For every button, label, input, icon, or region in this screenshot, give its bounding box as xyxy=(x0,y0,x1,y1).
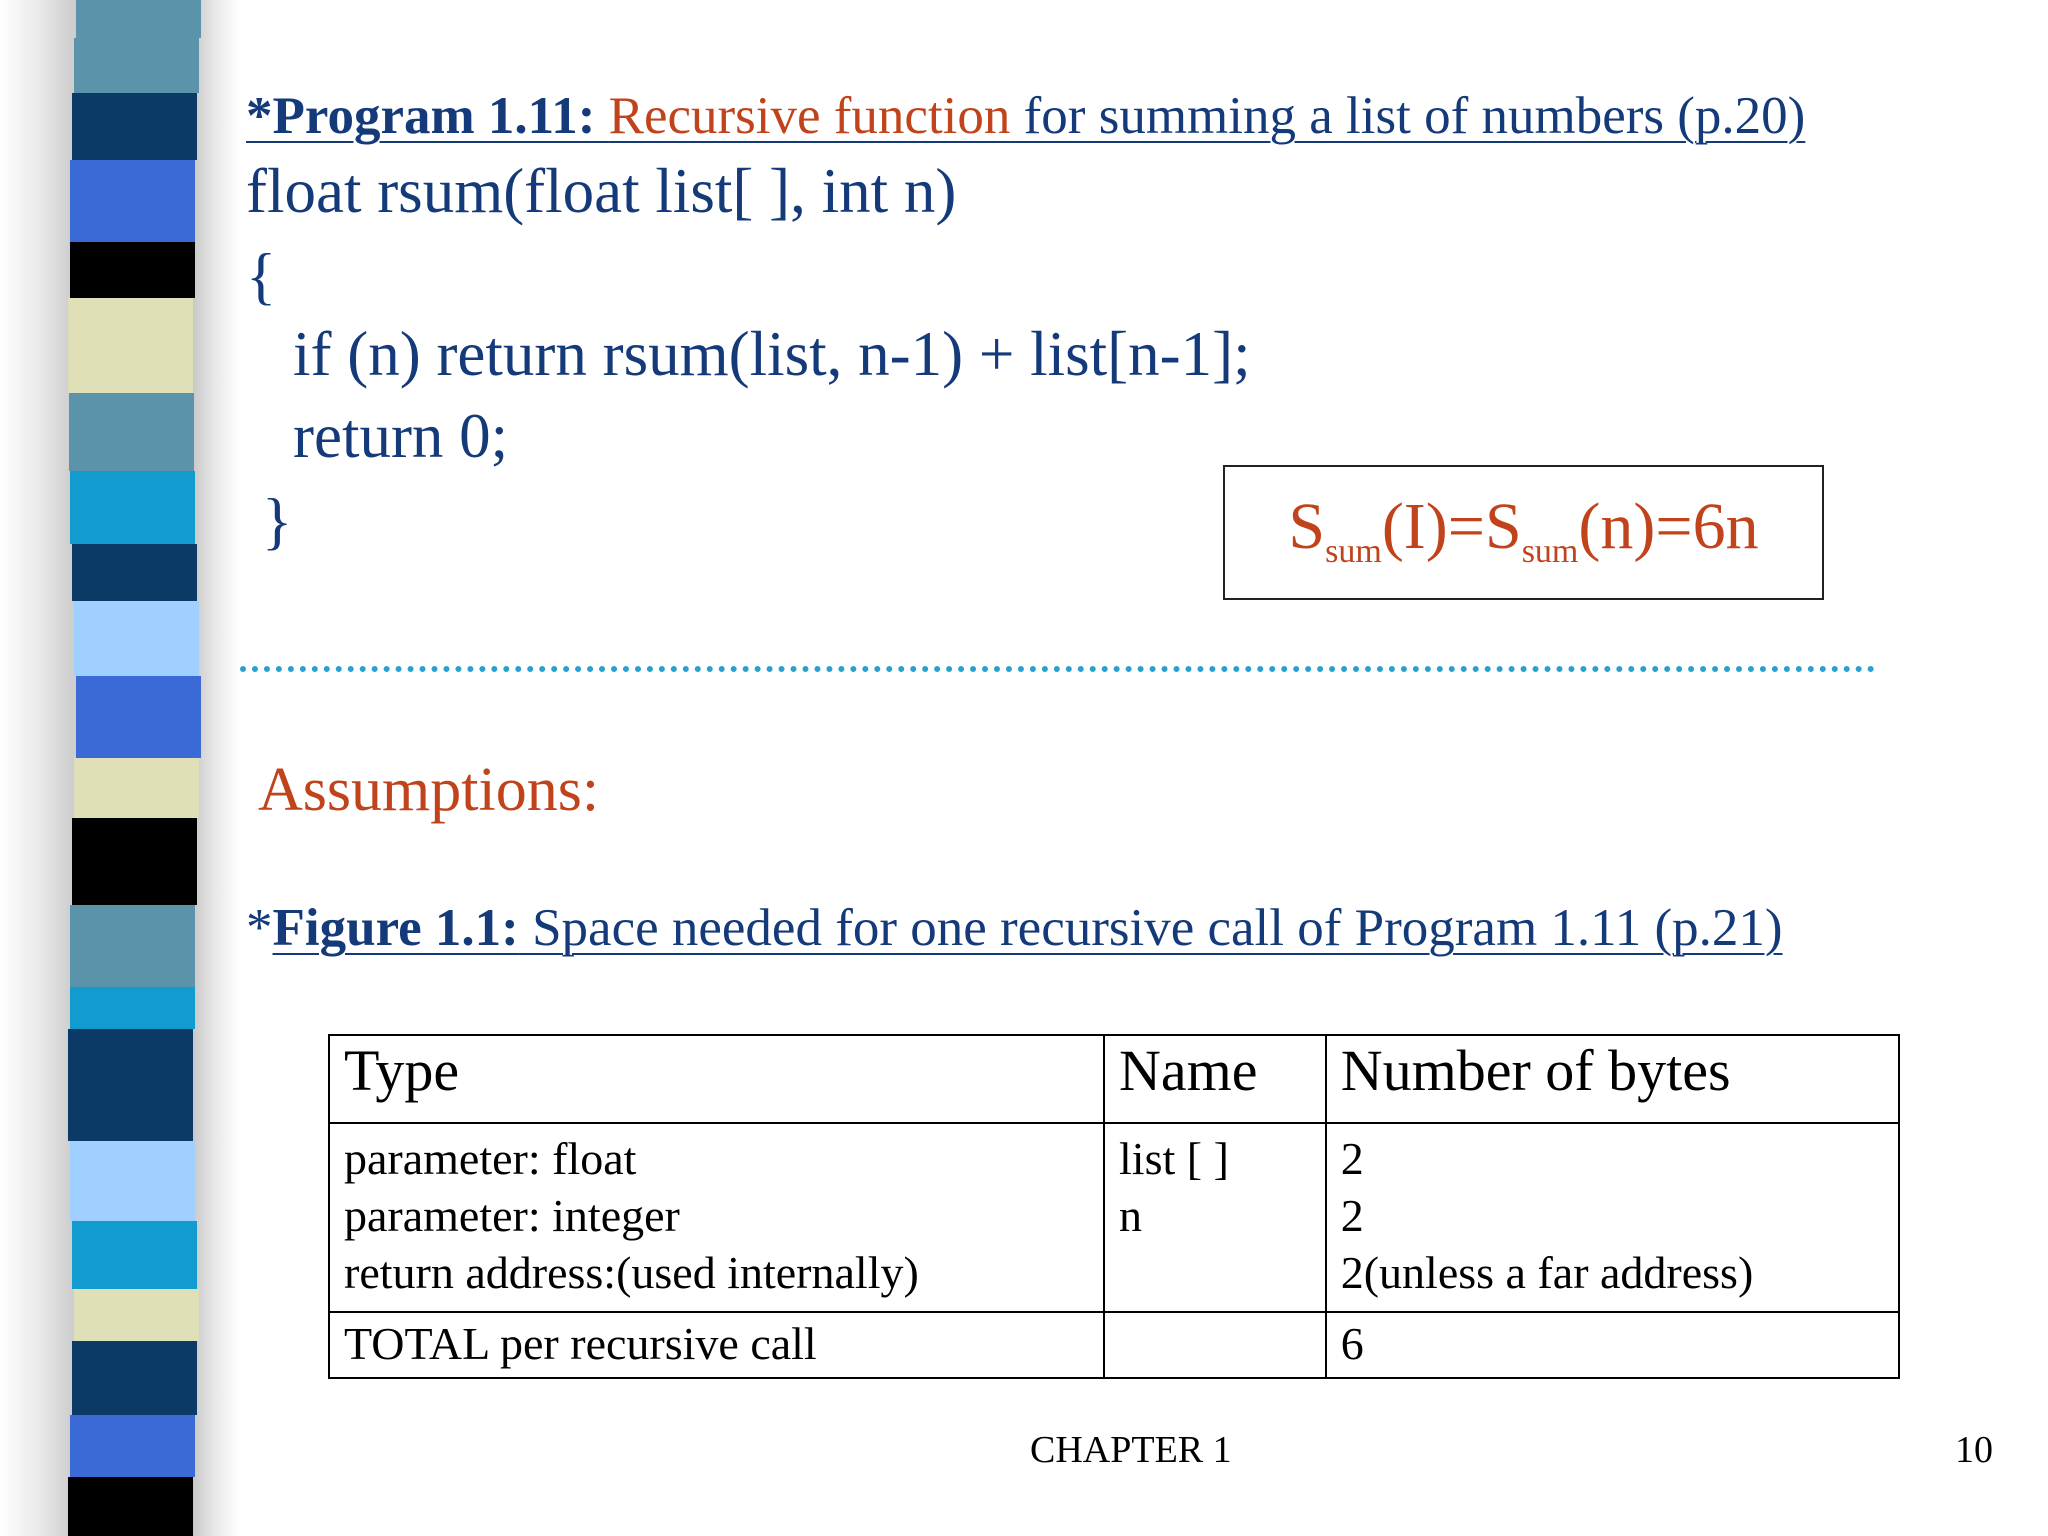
stripe-segment xyxy=(70,1141,195,1221)
stripe-segment xyxy=(68,298,193,393)
space-formula-box xyxy=(1223,465,1824,600)
stripe-segment xyxy=(69,393,194,471)
program-highlight: Recursive function xyxy=(608,87,1011,145)
space-table xyxy=(328,1034,1900,1379)
stripe-segment xyxy=(74,38,199,93)
name-list: list [ ] xyxy=(1119,1133,1229,1184)
header-bytes: Number of bytes xyxy=(1326,1035,1899,1123)
bytes-cell xyxy=(1326,1123,1899,1312)
stripe-segment xyxy=(76,0,201,38)
formula-sub2: sum xyxy=(1521,533,1579,570)
type-param-float: parameter: float xyxy=(344,1133,637,1184)
code-line-4: return 0; xyxy=(293,401,509,471)
figure-label: Figure 1.1: xyxy=(272,899,519,957)
code-line-5: } xyxy=(262,486,293,556)
bytes-return-address: 2(unless a far address) xyxy=(1340,1247,1754,1298)
figure-caption-underlined xyxy=(273,899,1783,957)
type-cell xyxy=(329,1123,1104,1312)
name-cell xyxy=(1104,1123,1326,1312)
stripe-segment xyxy=(68,1477,193,1536)
stripe-segment xyxy=(70,242,195,298)
program-description: for summing a list of numbers (p.20) xyxy=(1010,87,1806,145)
table-body-row xyxy=(329,1123,1899,1312)
stripe-segment xyxy=(70,471,195,544)
stripe-segment xyxy=(72,1221,197,1289)
footer-page-number: 10 xyxy=(1955,1429,1993,1471)
figure-star: * xyxy=(246,899,273,957)
formula-end: (n)=6n xyxy=(1578,490,1759,563)
stripe-segment xyxy=(72,544,197,601)
name-blank xyxy=(1119,1244,1311,1301)
code-line-3: if (n) return rsum(list, n-1) + list[n-1]; xyxy=(293,319,1251,389)
type-return-address: return address:(used internally) xyxy=(344,1247,919,1298)
stripe-segment xyxy=(76,676,201,758)
total-bytes: 6 xyxy=(1326,1312,1899,1378)
stripe-segment xyxy=(70,905,195,987)
total-label: TOTAL per recursive call xyxy=(329,1312,1104,1378)
program-title xyxy=(246,86,1805,146)
bytes-float: 2 xyxy=(1340,1133,1364,1184)
stripe-segment xyxy=(74,758,199,818)
stripe-segment xyxy=(70,160,195,242)
total-name xyxy=(1104,1312,1326,1378)
stripe-segment xyxy=(70,1415,195,1477)
stripe-segment xyxy=(74,1289,199,1341)
table-total-row xyxy=(329,1312,1899,1378)
figure-description: Space needed for one recursive call of Program 1.11 (p.21) xyxy=(518,899,1783,957)
code-line-2: { xyxy=(246,241,277,311)
header-type: Type xyxy=(329,1035,1104,1123)
name-n: n xyxy=(1119,1190,1143,1241)
bytes-integer: 2 xyxy=(1340,1190,1364,1241)
formula-s1: S xyxy=(1288,490,1326,563)
header-name: Name xyxy=(1104,1035,1326,1123)
stripe-segment xyxy=(72,1341,197,1415)
footer-chapter: CHAPTER 1 xyxy=(1030,1429,1232,1471)
code-line-1: float rsum(float list[ ], int n) xyxy=(246,156,957,226)
table-header-row xyxy=(329,1035,1899,1123)
type-param-integer: parameter: integer xyxy=(344,1190,680,1241)
decorative-stripe xyxy=(70,0,200,1536)
formula-mid: (I)=S xyxy=(1381,490,1522,563)
dotted-divider xyxy=(240,666,1875,672)
stripe-segment xyxy=(70,987,195,1029)
stripe-segment xyxy=(74,601,199,676)
figure-caption xyxy=(246,898,1783,958)
formula-sub1: sum xyxy=(1325,533,1382,570)
assumptions-heading: Assumptions: xyxy=(258,756,600,824)
stripe-segment xyxy=(72,93,197,160)
program-label: *Program 1.11: xyxy=(246,87,609,145)
stripe-segment xyxy=(68,1029,193,1141)
stripe-segment xyxy=(72,818,197,905)
